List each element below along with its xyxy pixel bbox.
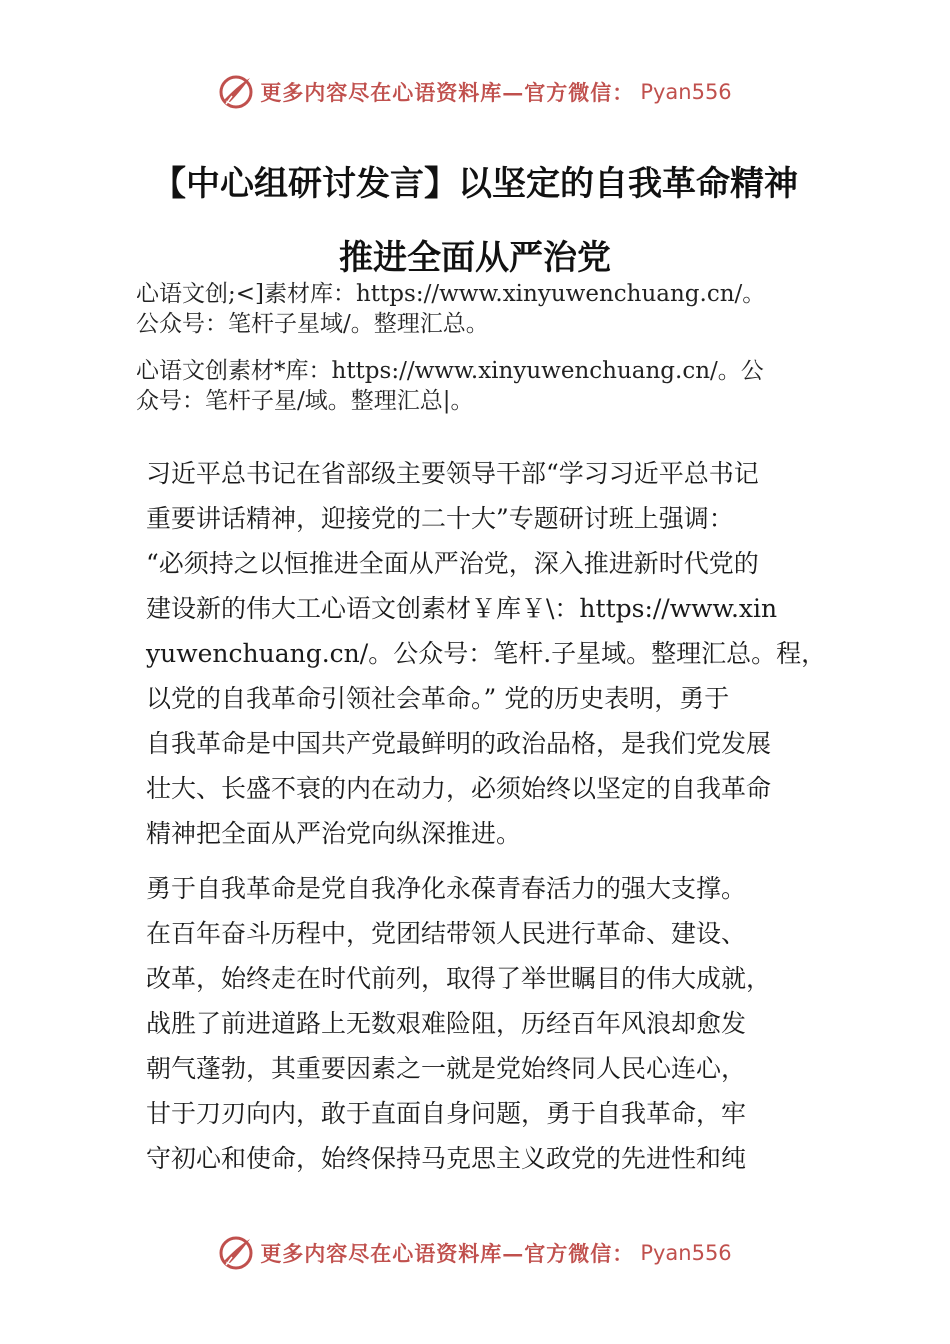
footer-banner <box>0 1233 950 1273</box>
body-paragraph <box>146 866 830 1181</box>
body-paragraph <box>146 451 830 856</box>
paragraph-line: 自我革命是中国共产党最鲜明的政治品格，是我们党发展 <box>146 729 772 758</box>
source-note <box>136 279 836 339</box>
paragraph-line: 壮大、长盛不衰的内在动力，必须始终以坚定的自我革命 <box>146 774 772 803</box>
source-note-line: 公众号：笔杆子星域/。整理汇总。 <box>136 311 489 337</box>
paragraph-line: yuwenchuang.cn/。公众号：笔杆.子星域。整理汇总。程， <box>146 639 827 668</box>
source-note <box>136 356 836 416</box>
paragraph-line: 朝气蓬勃，其重要因素之一就是党始终同人民心连心， <box>146 1054 747 1083</box>
paragraph-line: 习近平总书记在省部级主要领导干部“学习习近平总书记 <box>146 459 759 488</box>
paragraph-line: 在百年奋斗历程中，党团结带领人民进行革命、建设、 <box>146 919 747 948</box>
source-note-line: 众号：笔杆子星/域。整理汇总|。 <box>136 388 474 414</box>
paragraph-line: 战胜了前进道路上无数艰难险阻，历经百年风浪却愈发 <box>146 1009 747 1038</box>
paragraph-line: 改革，始终走在时代前列，取得了举世瞩目的伟大成就， <box>146 964 772 993</box>
paragraph-line: 甘于刀刃向内，敢于直面自身问题，勇于自我革命，牢 <box>146 1099 747 1128</box>
document-title-line-1: 【中心组研讨发言】以坚定的自我革命精神 <box>152 164 798 204</box>
banner-text: 更多内容尽在心语资料库—官方微信： <box>260 80 635 105</box>
banner-wechat-id: Pyan556 <box>640 80 732 104</box>
source-note-line: 心语文创;<]素材库：https://www.xinyuwenchuang.cn/。 <box>136 281 766 307</box>
paragraph-line: 建设新的伟大工心语文创素材￥库￥\：https://www.xin <box>146 594 778 623</box>
banner-wechat-id: Pyan556 <box>640 1241 732 1265</box>
paragraph-line: 重要讲话精神，迎接党的二十大”专题研讨班上强调： <box>146 504 734 533</box>
quill-pen-logo-icon <box>218 1235 254 1271</box>
quill-pen-logo-icon <box>218 74 254 110</box>
header-banner <box>0 72 950 112</box>
paragraph-line: 以党的自我革命引领社会革命。” 党的历史表明，勇于 <box>146 684 730 713</box>
paragraph-line: 精神把全面从严治党向纵深推进。 <box>146 819 522 848</box>
source-note-line: 心语文创素材*库：https://www.xinyuwenchuang.cn/。公 <box>136 358 764 384</box>
banner-text: 更多内容尽在心语资料库—官方微信： <box>260 1241 635 1266</box>
paragraph-line: 守初心和使命，始终保持马克思主义政党的先进性和纯 <box>146 1144 747 1173</box>
document-title-line-2: 推进全面从严治党 <box>339 238 611 278</box>
paragraph-line: 勇于自我革命是党自我净化永葆青春活力的强大支撑。 <box>146 874 747 903</box>
paragraph-line: “必须持之以恒推进全面从严治党，深入推进新时代党的 <box>146 549 759 578</box>
